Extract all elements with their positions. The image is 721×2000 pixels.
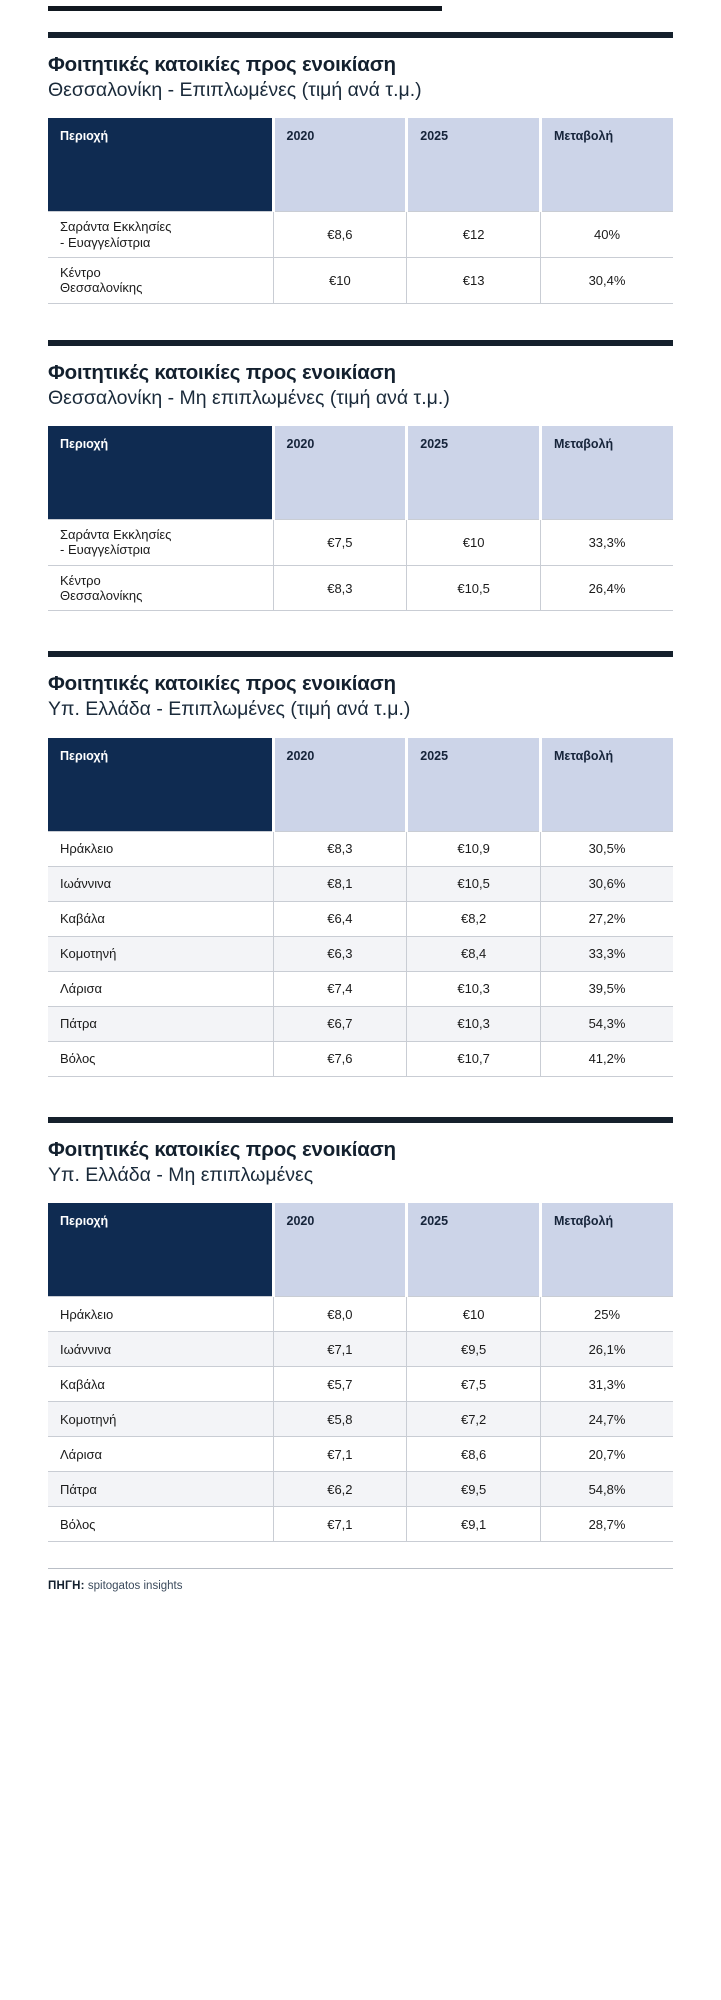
source-value: spitogatos insights xyxy=(87,1580,183,1593)
column-header-2020: 2020 xyxy=(273,426,407,520)
cell-area: Ιωάννινα xyxy=(48,1332,273,1367)
table-header-row xyxy=(48,738,673,832)
block-rule xyxy=(48,1117,673,1123)
source-label: ΠΗΓΗ: xyxy=(48,1580,85,1593)
cell-area: Λάρισα xyxy=(48,971,273,1006)
cell-2025: €10,5 xyxy=(407,565,541,611)
block-thessaloniki-furnished xyxy=(48,32,673,304)
block-rest-greece-furnished xyxy=(48,651,673,1076)
table-row xyxy=(48,258,673,304)
block-rule xyxy=(48,32,673,38)
column-header-area: Περιοχή xyxy=(48,118,273,212)
cell-2025: €10,7 xyxy=(407,1041,541,1076)
table-row xyxy=(48,831,673,866)
table-row xyxy=(48,901,673,936)
cell-area: Πάτρα xyxy=(48,1006,273,1041)
table-row xyxy=(48,520,673,566)
cell-2020: €10 xyxy=(273,258,407,304)
column-header-change: Μεταβολή xyxy=(541,118,674,212)
top-divider xyxy=(48,6,442,11)
block-title: Φοιτητικές κατοικίες προς ενοικίαση xyxy=(48,672,396,696)
cell-2020: €5,7 xyxy=(273,1367,407,1402)
cell-change: 33,3% xyxy=(541,936,674,971)
cell-change: 54,3% xyxy=(541,1006,674,1041)
cell-change: 28,7% xyxy=(541,1507,674,1542)
cell-change: 30,5% xyxy=(541,831,674,866)
table-row xyxy=(48,1332,673,1367)
cell-2025: €9,5 xyxy=(407,1332,541,1367)
cell-2025: €7,5 xyxy=(407,1367,541,1402)
block-rule xyxy=(48,651,673,657)
table-row xyxy=(48,1402,673,1437)
cell-2025: €13 xyxy=(407,258,541,304)
cell-change: 31,3% xyxy=(541,1367,674,1402)
cell-2025: €8,4 xyxy=(407,936,541,971)
column-header-change: Μεταβολή xyxy=(541,426,674,520)
source-note xyxy=(48,1568,673,1592)
area-line-1: Σαράντα Εκκλησίες xyxy=(60,527,172,543)
rent-table xyxy=(48,118,673,303)
table-row xyxy=(48,1297,673,1332)
table-header-row xyxy=(48,1203,673,1297)
block-subtitle: Θεσσαλονίκη - Μη επιπλωμένες (τιμή ανά τ.μ.) xyxy=(48,386,450,409)
cell-2020: €7,1 xyxy=(273,1507,407,1542)
cell-change: 30,6% xyxy=(541,866,674,901)
cell-2025: €10,3 xyxy=(407,1006,541,1041)
cell-change: 25% xyxy=(541,1297,674,1332)
cell-2020: €5,8 xyxy=(273,1402,407,1437)
column-header-2020: 2020 xyxy=(273,1203,407,1297)
column-header-area: Περιοχή xyxy=(48,1203,273,1297)
column-header-2025: 2025 xyxy=(407,118,541,212)
table-row xyxy=(48,1507,673,1542)
cell-2020: €8,0 xyxy=(273,1297,407,1332)
area-line-2: Θεσσαλονίκης xyxy=(60,588,143,604)
cell-area xyxy=(48,258,273,304)
cell-2020: €7,5 xyxy=(273,520,407,566)
cell-2025: €10 xyxy=(407,1297,541,1332)
area-line-1: Σαράντα Εκκλησίες xyxy=(60,219,172,235)
table-row xyxy=(48,936,673,971)
cell-area: Κομοτηνή xyxy=(48,1402,273,1437)
column-header-2025: 2025 xyxy=(407,1203,541,1297)
cell-area xyxy=(48,212,273,258)
cell-2025: €8,2 xyxy=(407,901,541,936)
cell-2020: €7,4 xyxy=(273,971,407,1006)
cell-change: 41,2% xyxy=(541,1041,674,1076)
cell-2020: €8,6 xyxy=(273,212,407,258)
cell-area: Ηράκλειο xyxy=(48,1297,273,1332)
cell-area: Κομοτηνή xyxy=(48,936,273,971)
block-title: Φοιτητικές κατοικίες προς ενοικίαση xyxy=(48,1137,396,1161)
cell-2025: €9,5 xyxy=(407,1472,541,1507)
block-thessaloniki-unfurnished xyxy=(48,340,673,612)
cell-area: Βόλος xyxy=(48,1507,273,1542)
cell-change: 26,4% xyxy=(541,565,674,611)
cell-area: Καβάλα xyxy=(48,901,273,936)
cell-change: 54,8% xyxy=(541,1472,674,1507)
cell-2020: €7,1 xyxy=(273,1437,407,1472)
rent-table xyxy=(48,426,673,611)
table-row xyxy=(48,1367,673,1402)
column-header-2020: 2020 xyxy=(273,118,407,212)
table-header-row xyxy=(48,118,673,212)
cell-2020: €8,3 xyxy=(273,565,407,611)
block-title: Φοιτητικές κατοικίες προς ενοικίαση xyxy=(48,53,396,76)
column-header-area: Περιοχή xyxy=(48,426,273,520)
table-row xyxy=(48,212,673,258)
area-line-2: - Ευαγγελίστρια xyxy=(60,542,151,558)
cell-change: 39,5% xyxy=(541,971,674,1006)
cell-area xyxy=(48,520,273,566)
cell-2025: €10,9 xyxy=(407,831,541,866)
block-subtitle: Υπ. Ελλάδα - Μη επιπλωμένες xyxy=(48,1163,314,1186)
block-rule xyxy=(48,340,673,346)
cell-change: 24,7% xyxy=(541,1402,674,1437)
cell-area: Λάρισα xyxy=(48,1437,273,1472)
cell-2025: €10,5 xyxy=(407,866,541,901)
table-header-row xyxy=(48,426,673,520)
table-row xyxy=(48,1437,673,1472)
cell-change: 27,2% xyxy=(541,901,674,936)
cell-area: Πάτρα xyxy=(48,1472,273,1507)
column-header-2025: 2025 xyxy=(407,426,541,520)
table-row xyxy=(48,565,673,611)
cell-2020: €7,1 xyxy=(273,1332,407,1367)
area-line-1: Κέντρο xyxy=(60,265,101,281)
cell-change: 40% xyxy=(541,212,674,258)
cell-2020: €8,1 xyxy=(273,866,407,901)
cell-change: 33,3% xyxy=(541,520,674,566)
cell-2020: €6,7 xyxy=(273,1006,407,1041)
cell-2020: €8,3 xyxy=(273,831,407,866)
table-row xyxy=(48,1472,673,1507)
cell-2020: €6,3 xyxy=(273,936,407,971)
block-title: Φοιτητικές κατοικίες προς ενοικίαση xyxy=(48,360,396,384)
cell-area xyxy=(48,565,273,611)
cell-2025: €8,6 xyxy=(407,1437,541,1472)
area-line-1: Κέντρο xyxy=(60,572,101,588)
cell-area: Ηράκλειο xyxy=(48,831,273,866)
cell-2020: €6,2 xyxy=(273,1472,407,1507)
table-row xyxy=(48,971,673,1006)
block-subtitle: Υπ. Ελλάδα - Επιπλωμένες (τιμή ανά τ.μ.) xyxy=(48,698,411,721)
column-header-change: Μεταβολή xyxy=(541,1203,674,1297)
cell-area: Βόλος xyxy=(48,1041,273,1076)
column-header-2025: 2025 xyxy=(407,738,541,832)
column-header-area: Περιοχή xyxy=(48,738,273,832)
table-row xyxy=(48,1041,673,1076)
cell-change: 26,1% xyxy=(541,1332,674,1367)
rent-table xyxy=(48,1203,673,1542)
cell-2025: €10 xyxy=(407,520,541,566)
block-rest-greece-unfurnished xyxy=(48,1117,673,1542)
cell-2025: €10,3 xyxy=(407,971,541,1006)
table-row xyxy=(48,1006,673,1041)
column-header-2020: 2020 xyxy=(273,738,407,832)
cell-2025: €12 xyxy=(407,212,541,258)
cell-2025: €7,2 xyxy=(407,1402,541,1437)
cell-2020: €6,4 xyxy=(273,901,407,936)
cell-change: 20,7% xyxy=(541,1437,674,1472)
table-row xyxy=(48,866,673,901)
cell-area: Ιωάννινα xyxy=(48,866,273,901)
rent-table xyxy=(48,738,673,1077)
area-line-2: - Ευαγγελίστρια xyxy=(60,234,151,250)
cell-2020: €7,6 xyxy=(273,1041,407,1076)
cell-change: 30,4% xyxy=(541,258,674,304)
cell-2025: €9,1 xyxy=(407,1507,541,1542)
column-header-change: Μεταβολή xyxy=(541,738,674,832)
block-subtitle: Θεσσαλονίκη - Επιπλωμένες (τιμή ανά τ.μ.) xyxy=(48,79,422,101)
area-line-2: Θεσσαλονίκης xyxy=(60,280,143,296)
cell-area: Καβάλα xyxy=(48,1367,273,1402)
